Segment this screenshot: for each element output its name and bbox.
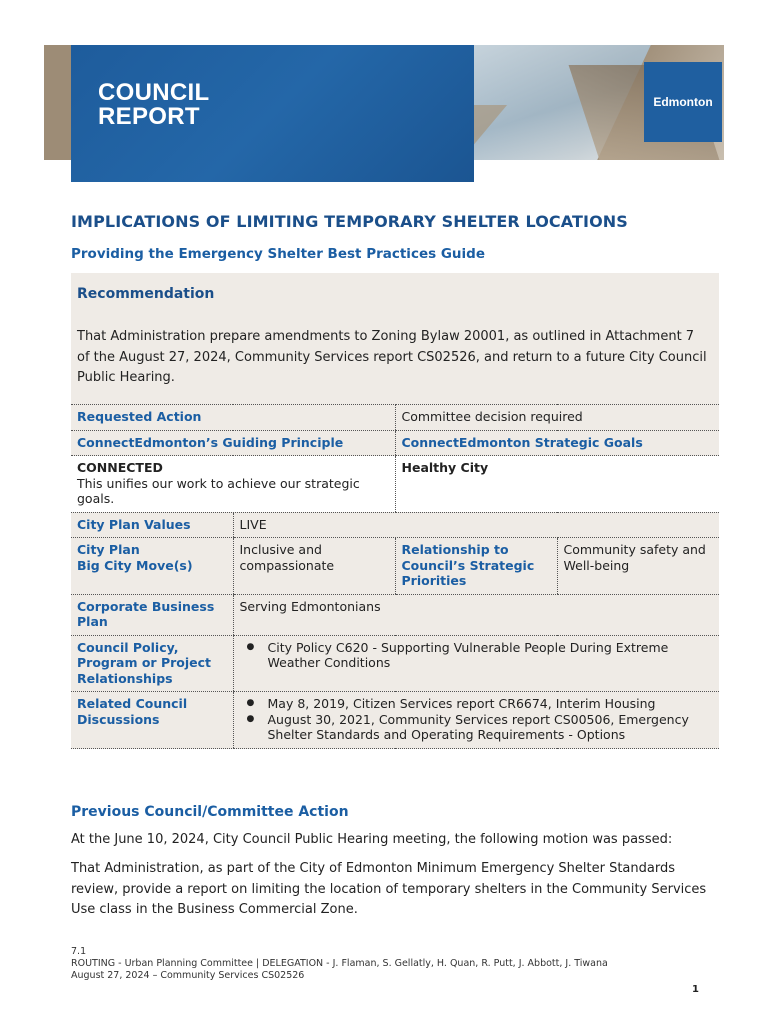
big-city-label-line2: Big City Move(s) (77, 557, 193, 573)
big-city-moves-value: Inclusive and compassionate (233, 538, 395, 595)
requested-action-value: Committee decision required (395, 405, 719, 431)
footer-item-number: 7.1 (71, 946, 87, 957)
council-report-title (98, 81, 209, 129)
report-title: IMPLICATIONS OF LIMITING TEMPORARY SHELTER LOCATIONS (71, 212, 628, 231)
recommendation-box (71, 273, 719, 404)
previous-action-motion: That Administration, as part of the City of Edmonton Minimum Emergency Shelter Standards review, provide a report on limiting the location of temporary shelters in the Community Services Use class in the Business Commercial Zone. (71, 861, 707, 917)
report-info-table (71, 404, 719, 749)
table-row (71, 594, 719, 635)
city-plan-values-value: LIVE (233, 512, 719, 538)
report-subtitle: Providing the Emergency Shelter Best Practices Guide (71, 246, 485, 262)
strategic-priorities-value: Community safety and Well-being (557, 538, 719, 595)
page-footer (71, 946, 608, 982)
list-item: ● City Policy C620 - Supporting Vulnerable People During Extreme Weather Conditions (240, 640, 714, 671)
table-row (71, 456, 719, 513)
list-item: ● August 30, 2021, Community Services report CS00506, Emergency Shelter Standards and Operating Requirements - Options (240, 712, 714, 743)
edmonton-logo: Edmonton (644, 62, 722, 142)
related-discussions-label: Related Council Discussions (71, 692, 233, 749)
big-city-moves-label (71, 538, 233, 595)
strategic-goals-label: ConnectEdmonton Strategic Goals (395, 430, 719, 456)
big-city-label-line1: City Plan (77, 542, 140, 557)
footer-routing: ROUTING - Urban Planning Committee | DELEGATION - J. Flaman, S. Gellatly, H. Quan, R. Putt, J. Abbott, J. Tiwana (71, 958, 608, 969)
list-item: ● May 8, 2019, Citizen Services report CR6674, Interim Housing (240, 696, 714, 712)
requested-action-label: Requested Action (71, 405, 395, 431)
policy-relationships-cell (233, 635, 719, 692)
page-number: 1 (692, 984, 699, 995)
guiding-principle-value: CONNECTED (77, 460, 163, 475)
table-row (71, 692, 719, 749)
council-title-line2: REPORT (98, 103, 200, 130)
banner-left-strip (44, 45, 71, 160)
footer-date: August 27, 2024 – Community Services CS02526 (71, 970, 305, 981)
guiding-principle-cell (71, 456, 395, 513)
table-row (71, 538, 719, 595)
policy-relationships-label: Council Policy, Program or Project Relationships (71, 635, 233, 692)
previous-action-heading: Previous Council/Committee Action (71, 804, 349, 820)
previous-action-intro: At the June 10, 2024, City Council Public Hearing meeting, the following motion was passed: (71, 832, 673, 847)
corporate-plan-label: Corporate Business Plan (71, 594, 233, 635)
related-discussions-cell (233, 692, 719, 749)
recommendation-heading: Recommendation (77, 286, 215, 302)
strategic-priorities-label: Relationship to Council’s Strategic Priorities (395, 538, 557, 595)
city-plan-values-label: City Plan Values (71, 512, 233, 538)
corporate-plan-value: Serving Edmontonians (233, 594, 719, 635)
table-row (71, 430, 719, 456)
council-title-line1: COUNCIL (98, 79, 210, 106)
table-row (71, 405, 719, 431)
table-row (71, 512, 719, 538)
strategic-goals-value: Healthy City (395, 456, 719, 513)
guiding-principle-label: ConnectEdmonton’s Guiding Principle (71, 430, 395, 456)
recommendation-text: That Administration prepare amendments to Zoning Bylaw 20001, as outlined in Attachment 7 of the August 27, 2024, Community Services report CS02526, and return to a future City Council Public Hearing. (77, 329, 707, 385)
guiding-principle-desc: This unifies our work to achieve our strategic goals. (77, 475, 360, 506)
table-row (71, 635, 719, 692)
